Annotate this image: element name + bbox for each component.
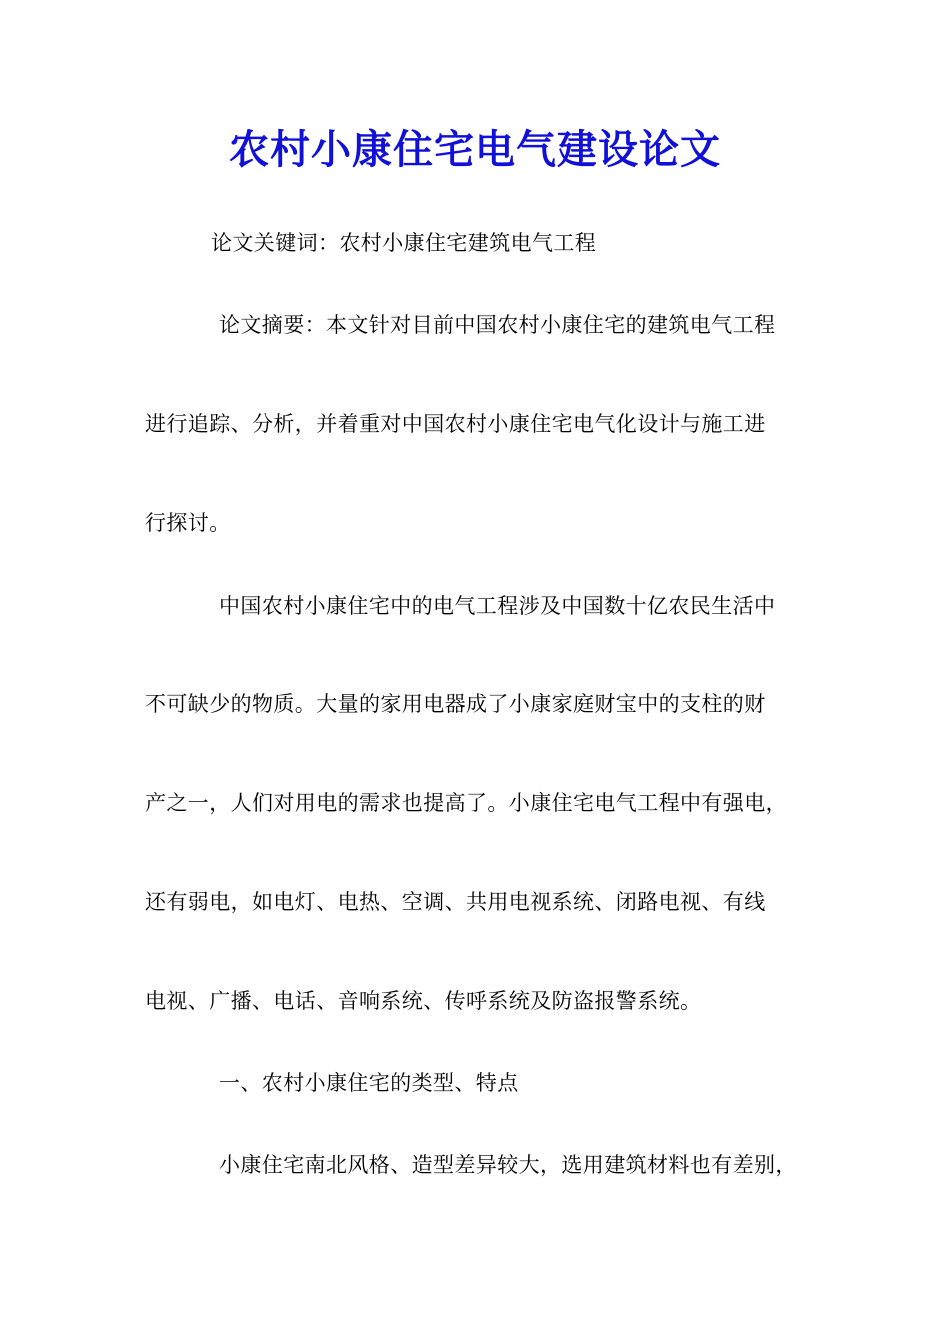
paragraph-1-line-2: 不可缺少的物质。大量的家用电器成了小康家庭财宝中的支柱的财 xyxy=(145,692,766,716)
abstract-line-2: 进行追踪、分析，并着重对中国农村小康住宅电气化设计与施工进 xyxy=(145,412,766,436)
paragraph-2-line-1: 小康住宅南北风格、造型差异较大，选用建筑材料也有差别， xyxy=(219,1153,797,1177)
abstract-line-1: 论文摘要：本文针对目前中国农村小康住宅的建筑电气工程 xyxy=(219,313,776,337)
abstract-line-3: 行探讨。 xyxy=(145,511,231,535)
section-heading-1: 一、农村小康住宅的类型、特点 xyxy=(219,1071,519,1095)
paragraph-1-line-3: 产之一，人们对用电的需求也提高了。小康住宅电气工程中有强电， xyxy=(145,791,787,815)
paragraph-1-line-1: 中国农村小康住宅中的电气工程涉及中国数十亿农民生活中 xyxy=(219,594,776,618)
keywords-line: 论文关键词：农村小康住宅建筑电气工程 xyxy=(211,231,597,255)
paragraph-1-line-4: 还有弱电，如电灯、电热、空调、共用电视系统、闭路电视、有线 xyxy=(145,890,766,914)
document-title: 农村小康住宅电气建设论文 xyxy=(229,126,721,173)
paragraph-1-line-5: 电视、广播、电话、音响系统、传呼系统及防盗报警系统。 xyxy=(145,989,702,1013)
